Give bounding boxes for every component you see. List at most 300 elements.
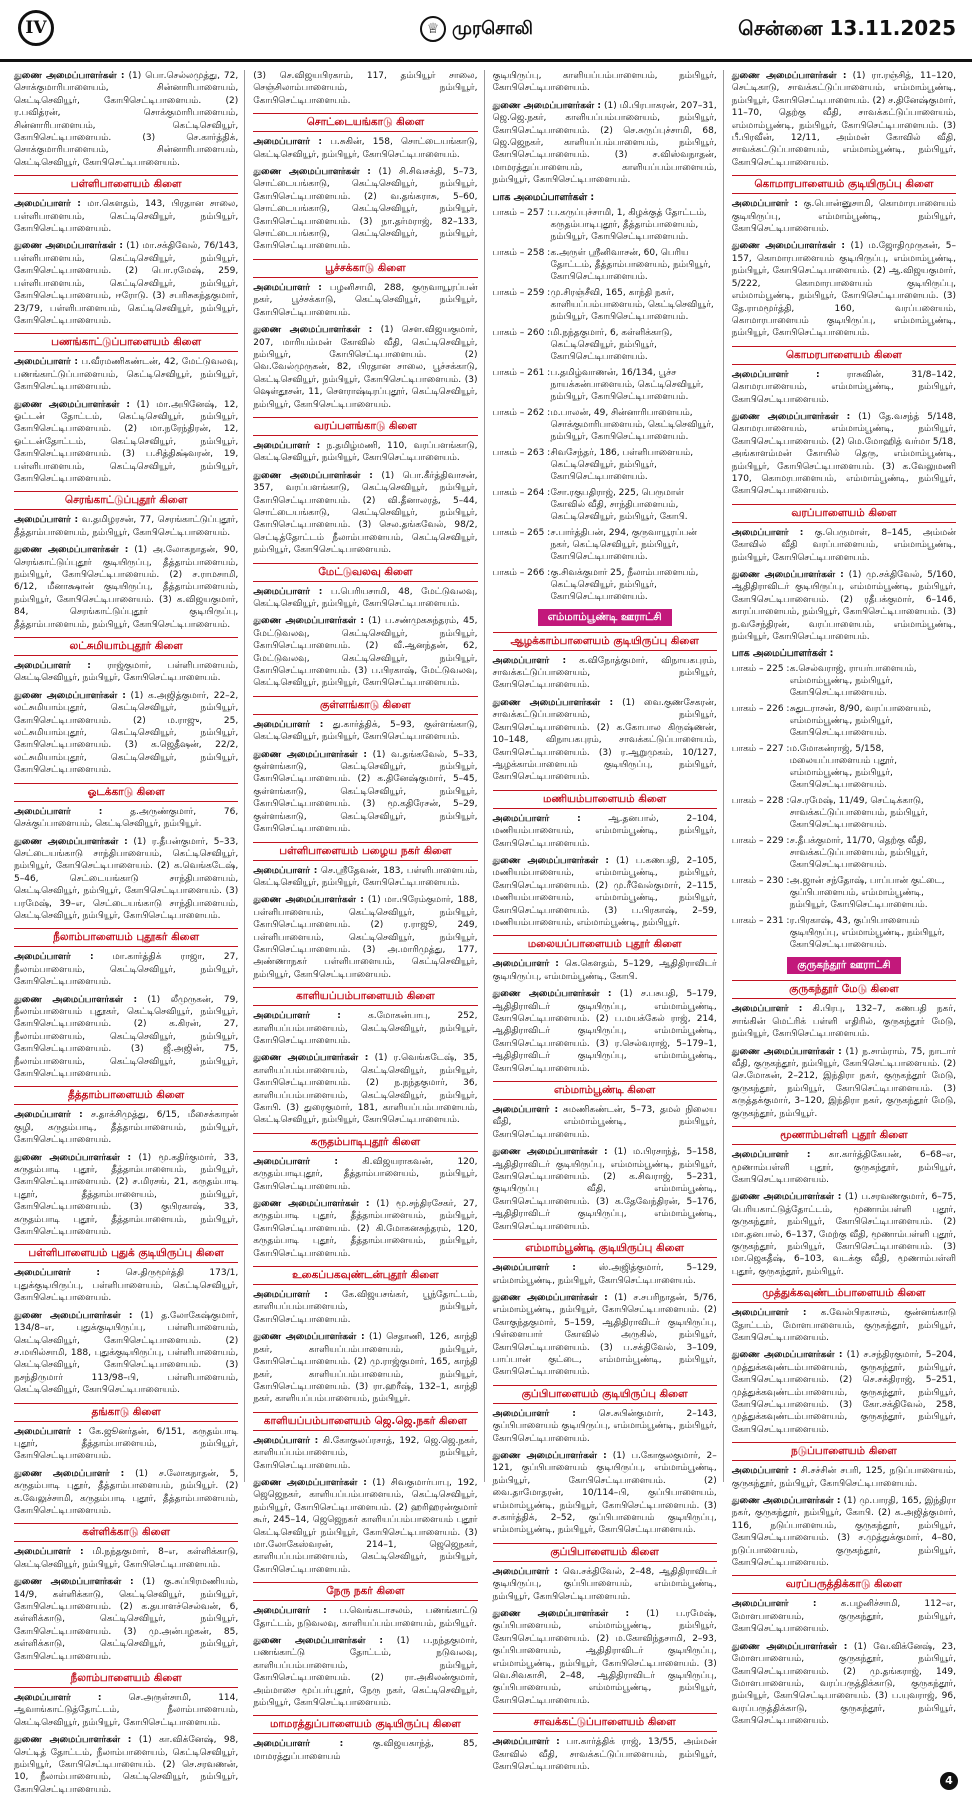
booth-row <box>493 327 717 363</box>
role-label: துணை அமைப்பாளர்கள் : <box>14 71 125 81</box>
branch-heading: மணியம்பாளையம் கிளை <box>493 790 717 809</box>
booth-number: பாகம் – 262 : <box>492 407 551 418</box>
rooster-logo-icon: ♕ <box>420 16 446 42</box>
branch-heading: வரப்பருத்திக்காடு கிளை <box>732 1575 956 1594</box>
office-bearer-entry <box>253 865 477 890</box>
branch-heading: வரப்பளங்காடு கிளை <box>253 417 477 436</box>
booth-organiser: சிவசேந்தர், 186, பள்ளிபாளையம், கெட்டிசெவியூர், நம்பியூர், கோபிசெட்டிபாளையம். <box>550 447 694 482</box>
member-details: கி.பிரபு, 132–7, கணபதி நகர், சாங்கின் மெட்ரிக் பள்ளி எதிரில், குருகந்தூர் மேடு, நம்பியூர், கோபிசெட்டிபாளையம். <box>731 1004 956 1040</box>
role-label: துணை அமைப்பாளர்கள் : <box>492 1147 608 1158</box>
booth-row <box>493 447 717 483</box>
member-details: (1) ம.பிரசாந்த், 5–158, ஆதிதிராவிடர் குடியிருப்பு, எம்மாம்பூண்டி, நம்பியூர், கோபிசெட்டிபாளையம். (2) க.சிவராஜ், 5–231, குடியிருப்பு வீதி, எம்மாம்பூண்டி, கோபிசெட்டிபாளையம். (3) க.தேவேந்திரன், 5–176, ஆதிதிராவிடர் குடியிருப்பு, எம்மாம்பூண்டி, கோபிசெட்டிபாளையம். <box>492 1147 717 1232</box>
office-bearer-entry <box>493 1292 717 1379</box>
office-bearer-entry <box>14 544 238 631</box>
member-details: கி.விஜயராகவன், 120, கருதம்பாடிபுதூர், தீத்தாம்பாளையம், நம்பியூர், கோபிசெட்டிபாளையம். <box>253 1156 478 1192</box>
branch-heading: பணங்காட்டுப்பாளையம் கிளை <box>14 333 238 352</box>
office-bearer-entry <box>493 1104 717 1141</box>
member-details: கி.கோகுலப்ரசாத், 192, ஜெ.ஜெ.நகர், காளியப்பம்பாளையம், நம்பியூர், கோபிசெட்டிபாளையம். <box>253 1435 478 1471</box>
page-columns <box>14 70 962 1795</box>
member-details: (1) வே.விக்னேஷ், 23, மோளபாளையம், குருகந்தூர், நம்பியூர், கோபிசெட்டிபாளையம். (2) மு.தங்கராஜ், 149, மோளபாளையம், வரப்பருத்திக்காடு, குருகந்தூர், நம்பியூர், கோபிசெட்டிபாளையம். (3) ப.யுவராஜ், 96, வரப்பருத்திக்காடு, குருகந்தூர், நம்பியூர், கோபிசெட்டிபாளையம். <box>731 1641 956 1727</box>
branch-heading: நடுப்பாளையம் கிளை <box>732 1442 956 1461</box>
role-label: அமைப்பாளர் : <box>253 1156 339 1167</box>
branch-heading: சாவக்கட்டுப்பாளையம் கிளை <box>493 1713 717 1732</box>
booth-number: பாகம் – 261 : <box>492 367 551 378</box>
member-details: (1) ர.வெங்கடேஷ், 35, காளியப்பம்பாளையம், கெட்டிசெவியூர், நம்பியூர், கோபிசெட்டிபாளையம். (2) ந.நந்தகுமார், 36, காளியப்பம்பாளையம், கெட்டிசெவியூர், நம்பியூர், கோபி. (3) துரைகுமார், 181, காளியப்பம்பாளையம், கெட்டிசெவியூர், நம்பியூர், கோபிசெட்டிபாளையம். <box>253 1053 478 1126</box>
role-label: துணை அமைப்பாளர்கள் : <box>14 836 128 847</box>
office-bearer-entry <box>493 1450 717 1537</box>
member-details: ந.தமிழ்மணி, 110, வரப்பளங்காடு, கெட்டிசெவியூர், நம்பியூர், கோபிசெட்டிபாளையம். <box>253 440 478 464</box>
member-details: (1) பொ.கீர்த்திவாசன், 357, வரப்பளங்காடு, கெட்டிசெவியூர், நம்பியூர், கோபிசெட்டிபாளையம். (2) வி.தீனாலரத், 5–44, சொட்டையங்காடு, கெட்டிசெவியூர், நம்பியூர், கோபிசெட்டிபாளையம். (3) செல.தங்கவேல், 98/2, செட்டித்தோட்டம் நீலாம்பாளையம், கெட்டிசெவியூர், நம்பியூர், கோபிசெட்டிபாளையம். <box>253 470 478 556</box>
member-details: ஆ.தனபால், 2–104, மணியம்பாளையம், எம்மாம்பூண்டி, நம்பியூர், கோபிசெட்டிபாளையம். <box>492 813 717 849</box>
column-1 <box>14 70 245 1795</box>
role-label: துணை அமைப்பாளர்கள் : <box>14 241 123 252</box>
branch-heading: குருகந்தூர் மேடு கிளை <box>732 980 956 999</box>
role-label: துணை அமைப்பாளர்கள் : <box>492 1609 630 1620</box>
member-details: ராஜ்குமார், பள்ளிபாளையம், கெட்டிசெவியூர், நம்பியூர், கோபிசெட்டிபாளையம். <box>14 661 239 684</box>
role-label: துணை அமைப்பாளர்கள் : <box>492 100 601 111</box>
booth-number: பாகம் – 259 : <box>492 287 551 298</box>
member-details: (1) செதாணி, 126, காந்தி நகர், காளியப்பம்பாளையம், நம்பியூர், கோபிசெட்டிபாளையம். (2) மு.ராஜ்குமார், 165, காந்தி நகர், காளியப்பம்பாளையம், நம்பியூர், கோபிசெட்டிபாளையம். (3) ரா.ஹரீஷ், 132–1, காந்தி நகர், காளியப்பம்பாளையம், நம்பியூர். <box>253 1332 478 1405</box>
member-details: (1) ச.சபரிநாதன், 5/76, எம்மாம்பூண்டி, நம்பியூர், கோபிசெட்டிபாளையம். (2) கோகுந்தகுமார், 5–159, ஆதிதிராவிடர் குடியிருப்பு, பிள்ளையார் கோவில் அருகில், நம்பியூர், கோபிசெட்டிபாளையம். (3) ப.சக்திவேல், 3–109, பாப்பான் குட்டை, எம்மாம்பூண்டி, நம்பியூர், கோபிசெட்டிபாளையம். <box>492 1292 717 1378</box>
booth-row <box>732 915 956 951</box>
office-bearer-entry <box>14 806 238 831</box>
branch-heading: எம்மாம்பூண்டி கிளை <box>493 1081 717 1100</box>
booth-row <box>732 875 956 911</box>
role-label: துணை அமைப்பாளர்கள் : <box>253 895 364 906</box>
office-bearer-entry <box>732 1046 956 1120</box>
member-details: மி.நந்தகுமார், 8–எ, கள்ளிக்காடு, கெட்டிசெவியூர், நம்பியூர், கோபிசெட்டிபாளையம். <box>14 1547 239 1570</box>
role-label: அமைப்பாளர் : <box>731 1004 803 1015</box>
office-bearer-entry <box>14 240 238 327</box>
office-bearer-entry <box>253 1010 477 1047</box>
booth-row <box>493 367 717 403</box>
office-bearer-entry <box>732 527 956 564</box>
office-bearer-entry <box>253 1477 477 1576</box>
office-bearer-entry <box>493 1408 717 1445</box>
member-details: கே.விஜயசங்கர், பூந்தோட்டம், காளியப்பம்பாளையம், நம்பியூர், கோபிசெட்டிபாளையம். <box>253 1290 478 1325</box>
role-label: அமைப்பாளர் : <box>731 199 798 210</box>
office-bearer-entry <box>493 855 717 929</box>
branch-heading: காளியப்பம்பாளையம் கிளை <box>253 987 477 1006</box>
role-label: அமைப்பாளர் : <box>14 1426 82 1437</box>
office-bearer-entry <box>493 1736 717 1773</box>
role-label: அமைப்பாளர் : <box>253 137 322 148</box>
newspaper-brand <box>420 14 533 44</box>
booth-organiser: ம.பாலன், 49, சின்னாரிபாளையம், சொக்குமாரிபாளையம், கெட்டிசெவியூர், நம்பியூர், கோபிசெட்டிபாளையம். <box>550 407 714 442</box>
role-label: அமைப்பாளர் : <box>14 661 91 672</box>
booth-row <box>732 663 956 699</box>
office-bearer-entry <box>14 836 238 923</box>
role-label: அமைப்பாளர் : <box>492 959 559 970</box>
office-bearer-entry <box>493 813 717 850</box>
member-details: (1) லீமுருகன், 79, நீலாம்பாளையம் புதூகர், கெட்டிசெவியூர், நம்பியூர், கோபிசெட்டிபாளையம். (2) க.கிரன், 27, நீலாம்பாளையம், கெட்டிசெவியூர், நம்பியூர், கோபிசெட்டிபாளையம். (3) ஜீ.அஜின், 75, நீலாம்பாளையம், கெட்டிசெவியூர், நம்பியூர், கோபிசெட்டிபாளையம். <box>14 994 239 1079</box>
role-label: துணை அமைப்பாளர்கள் : <box>253 1332 365 1343</box>
booth-organiser: ம.மோகன்ராஜ், 5/158, மலையப்பாளையம் புதூர், எம்மாம்பூண்டி, நம்பியூர், கோபிசெட்டிபாளையம். <box>789 744 897 791</box>
role-label: துணை அமைப்பாளர்கள் : <box>14 1735 132 1746</box>
office-bearer-entry <box>493 70 717 95</box>
office-bearer-entry <box>14 994 238 1081</box>
office-bearer-entry <box>732 1641 956 1728</box>
member-details: (1) வ.தங்கவேல், 5–33, குள்ளங்காடு, கெட்டிசெவியூர், நம்பியூர், கோபிசெட்டிபாளையம். (2) க.தினேஷ்குமார், 5–45, குள்ளங்காடு, கெட்டிசெவியூர், நம்பியூர், கோபிசெட்டிபாளையம். (3) மூ.கதிரேசன், 5–29, குள்ளங்காடு, கெட்டிசெவியூர், நம்பியூர், கோபிசெட்டிபாளையம். <box>253 749 478 835</box>
role-label: அமைப்பாளர் : <box>14 1693 102 1704</box>
role-label: அமைப்பாளர் : <box>14 1547 84 1558</box>
branch-heading: எம்மாம்பூண்டி குடியிருப்பு கிளை <box>493 1239 717 1258</box>
branch-heading: செரங்காட்டுப்புதூர் கிளை <box>14 491 238 510</box>
role-label: அமைப்பாளர் : <box>731 527 804 538</box>
member-details: மா.கௌதம், 143, பிரதான சாலை, பள்ளிபாளையம், கெட்டிசெவியூர், நம்பியூர், கோபிசெட்டிபாளையம். <box>14 199 239 235</box>
member-details: (1) சி.சிவசக்தி, 5–73, சொட்டையங்காடு, கெட்டிசெவியூர், நம்பியூர், கோபிசெட்டிபாளையம். (2) வ.தங்கராசு, 5–60, சொட்டையங்காடு, கெட்டிசெவியூர், நம்பியூர், கோபிசெட்டிபாளையம். (3) நா.தர்மராஜ், 82–133, சொட்டையங்காடு, கெட்டிசெவியூர், நம்பியூர், கோபிசெட்டிபாளையம். <box>253 167 478 252</box>
booth-organiser: ர.பிரகாஷ், 43, குப்பிபாளையம் குடியிருப்பு, எம்மாம்பூண்டி, நம்பியூர், கோபிசெட்டிபாளையம். <box>789 916 945 951</box>
office-bearer-entry <box>14 198 238 235</box>
column-4 <box>731 70 962 1727</box>
office-bearer-entry <box>253 440 477 465</box>
member-details: (1) பொ.செல்லமுத்து, 72, சொக்குமாரிபாளையம், சின்னாரிபாளையம், கெட்டிசெவியூர், கோபிசெட்டிபாளையம். (2) ர.பவித்ரன், சொக்குமாரிபாளையம், சின்னாரிபாளையம், கெட்டிசெவியூர், கோபிசெட்டிபாளையம். (3) செ.கார்த்திக், சொக்குமாரிபாளையம், சின்னாரிபாளையம், கெட்டிசெவியூர், கோபிசெட்டிபாளையம். <box>14 71 239 168</box>
booth-organiser: மு.சிரஞ்சீவி, 165, காந்தி நகர், காளியப்பம்பாளையம், கெட்டிசெவியூர், நம்பியூர், கோபிசெட்டிபாளையம். <box>550 287 714 322</box>
office-bearer-entry <box>493 1566 717 1603</box>
role-label: அமைப்பாளர் : <box>492 1263 576 1274</box>
member-details: ப.சுகின், 158, சொட்டையங்காடு, கெட்டிசெவியூர், நம்பியூர், கோபிசெட்டிபாளையம். <box>253 137 478 160</box>
panchayat-badge: எம்மாம்பூண்டி ஊராட்சி <box>538 609 672 626</box>
booth-number: பாகம் – 260 : <box>492 327 551 338</box>
office-bearer-entry <box>14 1152 238 1239</box>
role-label: துணை அமைப்பாளர்கள் : <box>731 71 847 81</box>
booth-organiser: செ.ரமேஷ், 11/49, செட்டிக்காடு, சாவக்கட்டுப்பாளையம், நம்பியூர், கோபிசெட்டிபாளையம். <box>789 796 928 831</box>
role-label: அமைப்பாளர் : <box>253 865 318 876</box>
member-details: ப.பெரியசாமி, 48, மேட்டுவலவு, கெட்டிசெவியூர், நம்பியூர், கோபிசெட்டிபாளையம். <box>253 586 478 609</box>
role-label: அமைப்பாளர் : <box>14 199 81 210</box>
booth-row <box>493 287 717 323</box>
role-label: துணை அமைப்பாளர்கள் : <box>14 1152 132 1163</box>
office-bearer-entry <box>732 70 956 169</box>
office-bearer-entry <box>14 1576 238 1663</box>
booth-number: பாகம் – 257 : <box>492 207 551 218</box>
page-number-badge: IV <box>18 10 54 46</box>
member-details: பழனிசாமி, 288, குருவாயூரப்பன் நகர், பூச்சக்காடு, கெட்டிசெவியூர், நம்பியூர், கோபிசெட்டிபாளையம். <box>253 282 478 318</box>
office-bearer-entry <box>732 369 956 406</box>
booth-number: பாகம் – 258 : <box>492 247 551 258</box>
member-details: குடியிருப்பு, காளியப்பம்பாளையம், நம்பியூர், கோபிசெட்டிபாளையம். <box>492 71 717 94</box>
role-label: துணை அமைப்பாளர்கள் : <box>731 1046 842 1057</box>
office-bearer-entry <box>253 324 477 411</box>
role-label: அமைப்பாளர் : <box>253 1435 319 1446</box>
office-bearer-entry <box>253 586 477 611</box>
role-label: துணை அமைப்பாளர்கள் : <box>731 570 844 580</box>
role-label: துணை அமைப்பாளர்கள் : <box>253 749 367 760</box>
role-label: அமைப்பாளர் : <box>731 1466 797 1477</box>
office-bearer-entry <box>14 660 238 685</box>
member-details: (1) மு.சக்திவேல், 5/160, ஆதிதிராவிடர் குடியிருப்பு, எம்மாம்பூண்டி, நம்பியூர், கோபிசெட்டிபாளையம். (2) ரதீபக்குமார், 6–146, காரப்பாளையம், நம்பியூர், கோபிசெட்டிபாளையம். (3) ந.வசேந்திரன், வரப்பாளையம், எம்மாம்பூண்டி, நம்பியூர், கோபிசெட்டிபாளையம். <box>731 570 956 643</box>
member-details: த.அருண்குமார், 76, செக்குப்பாளையம், கெட்டிசெவியூர், நம்பியூர். <box>14 806 239 830</box>
role-label: அமைப்பாளர் : <box>14 515 79 526</box>
member-details: (1) ரா.ரஞ்சித், 11–120, செட்டிகாடு, சாவக்கட்டுப்பாளையம், எம்மாம்பூண்டி, நம்பியூர், கோபிசெட்டிபாளையம். (2) ச.தினேஷ்குமார், 11–70, தெற்கு வீதி, சாவக்கட்டுப்பாளையம், எம்மாம்பூண்டி, நம்பியூர், கோபிசெட்டிபாளையம். (3) பீ.பிரவீன், 12/11, அம்மன் கோவில் வீதி, சாவக்கட்டுப்பாளையம், எம்மாம்பூண்டி, நம்பியூர், கோபிசெட்டிபாளையம். <box>731 71 956 168</box>
booth-organiser: கு.சிவக்குமார் 25, நீலாம்பாளையம், கெட்டிசெவியூர், நம்பியூர், கோபிசெட்டிபாளையம். <box>550 567 699 602</box>
member-details: செ.அருள்சாமி, 114, ஆவாங்காட்டுத்தோட்டம், நீலாம்பாளையம், கெட்டிசெவியூர், நம்பியூர், கோபிசெட்டிபாளையம். <box>14 1693 239 1728</box>
booth-organisers-heading: பாக அமைப்பாளர்கள் : <box>731 648 834 660</box>
member-details: க.பழனிச்சாமி, 112–எ, மோளபாளையம், குருகந்தூர், நம்பியூர், கோபிசெட்டிபாளையம். <box>731 1599 956 1635</box>
booth-organiser: மி.நந்தகுமார், 6, கள்ளிக்காடு, கெட்டிசெவியூர், நம்பியூர், கோபிசெட்டிபாளையம். <box>550 327 673 362</box>
role-label: அமைப்பாளர் : <box>731 369 820 380</box>
branch-heading: குப்பிபாளையம் கிளை <box>493 1543 717 1562</box>
branch-heading: நீலாம்பாளையம் கிளை <box>14 1669 238 1688</box>
booth-organiser: ப.தமிழ்வாணன், 16/134, பூச்ச நாயக்கன்பாளையம், கெட்டிசெவியூர், நம்பியூர், கோபிசெட்டிபாளையம். <box>550 367 704 402</box>
role-label: அமைப்பாளர் : <box>731 1599 817 1610</box>
booth-number: பாகம் – 231 : <box>731 916 790 927</box>
booth-number: பாகம் – 264 : <box>492 487 551 498</box>
office-bearer-entry <box>14 1109 238 1146</box>
member-details: (1) த.லோகேஷ்குமார், 134/8–எ, புதுக்குடியிருப்பு, பள்ளிபாளையம், கெட்டிசெவியூர், கோபிசெட்டிபாளையம். (2) ச.மயில்சாமி, 188, புதுக்குடியிருப்பு, பள்ளிபாளையம், கெட்டிசெவியூர், கோபிசெட்டிபாளையம். (3) நசந்திருமார் 113/98–பி, பள்ளிபாளையம், கெட்டிசெவியூர், கோபிசெட்டிபாளையம். <box>14 1310 239 1396</box>
branch-heading: கொமாரபாளையம் குடியிருப்பு கிளை <box>732 175 956 194</box>
role-label: அமைப்பாளர் : <box>14 1268 101 1279</box>
office-bearer-entry <box>253 136 477 161</box>
office-bearer-entry <box>253 1156 477 1193</box>
role-label: துணை அமைப்பாளர்கள் : <box>492 1450 607 1461</box>
office-bearer-entry <box>253 749 477 836</box>
office-bearer-entry <box>253 894 477 981</box>
booth-number: பாகம் – 225 : <box>731 664 790 675</box>
office-bearer-entry <box>14 1267 238 1304</box>
member-details: மா.கார்த்திக் ராஜா, 27, நீலாம்பாளையம், கெட்டிசெவியூர், நம்பியூர், கோபிசெட்டிபாளையம். <box>14 952 239 988</box>
booth-number: பாகம் – 266 : <box>492 567 551 578</box>
office-bearer-entry <box>732 1149 956 1186</box>
member-details: து.கார்த்திக், 5–93, குள்ளங்காடு, கெட்டிசெவியூர், நம்பியூர், கோபிசெட்டிபாளையம். <box>253 719 478 743</box>
office-bearer-entry <box>493 655 717 692</box>
member-details: (1) மூ.சந்திரசேகர், 27, கருதம்பாடி புதூர், தீத்தாம்பாளையம், நம்பியூர், கோபிசெட்டிபாளையம். (2) கி.மோகனசுந்தரம், 120, கருதம்பாடி புதூர், தீத்தாம்பாளையம், நம்பியூர், கோபிசெட்டிபாளையம். <box>253 1199 478 1259</box>
booth-organisers-heading: பாக அமைப்பாளர்கள் : <box>492 191 595 203</box>
booth-row <box>732 835 956 871</box>
member-details: கு.பெருமாள், 8–145, அம்மன் கோவில் வீதி வரப்பாளையம், எம்மாம்பூண்டி, நம்பியூர், கோபிசெட்டிபாளையம். <box>731 527 956 563</box>
branch-heading: மூணாம்பள்ளி புதூர் கிளை <box>732 1126 956 1145</box>
member-details: (1) அ.லோகநாதன், 90, செரங்காட்டுப்புதூர் குடியிருப்பு, தீத்தாம்பாளையம், நம்பியூர், கோபிசெட்டிபாளையம். (2) ச.ராமசாமி, 6/12, மீனாக்ஷான் குடியிருப்பு, தீத்தாம்பாளையம், நம்பியூர், கோபிசெட்டிபாளையம். (3) க.விஜயகுமார், 84, செரங்காட்டுப்புதூர் குடியிருப்பு, தீத்தாம்பாளையம், நம்பியூர், கோபிசெட்டிபாளையம். <box>14 545 239 630</box>
booth-row <box>493 487 717 523</box>
booth-row <box>732 703 956 739</box>
role-label: துணை அமைப்பாளர்கள் : <box>492 1292 608 1303</box>
booth-row <box>493 247 717 283</box>
member-details: க.மோகன்பாபு, 252, காளியப்பம்பாளையம், கெட்டிசெவியூர், நம்பியூர், கோபிசெட்டிபாளையம். <box>253 1011 478 1046</box>
booth-row <box>493 207 717 243</box>
column-2 <box>253 70 484 1762</box>
role-label: அமைப்பாளர் : <box>253 586 323 597</box>
booth-organiser: ப.கருப்புச்சாமி, 1, கிழக்குத் தோட்டம், கருதம்பாடிபுதூர், தீத்தாம்பாளையம், நம்பியூர், கோபிசெட்டிபாளையம். <box>550 207 707 242</box>
booth-number: பாகம் – 263 : <box>492 447 551 458</box>
booth-organiser: ச.தீபக்குமார், 11/70, தெற்கு வீதி, சாவக்கட்டுப்பாளையம், நம்பியூர், கோபிசெட்டிபாளையம். <box>789 836 928 871</box>
role-label: துணை அமைப்பாளர்கள் : <box>253 167 371 178</box>
booth-organiser: க.செல்வராஜ், ராயர்பாளையம், எம்மாம்பூண்டி, நம்பியூர், கோபிசெட்டிபாளையம். <box>789 664 917 699</box>
branch-heading: பள்ளிபாளையம் கிளை <box>14 175 238 194</box>
role-label: துணை அமைப்பாளர்கள் : <box>492 989 612 1000</box>
branch-heading: குள்ளங்காடு கிளை <box>253 696 477 715</box>
booth-number: பாகம் – 229 : <box>731 836 790 847</box>
office-bearer-entry <box>732 1003 956 1040</box>
office-bearer-entry <box>732 1598 956 1635</box>
office-bearer-entry <box>493 100 717 187</box>
office-bearer-entry <box>14 356 238 393</box>
role-label: அமைப்பாளர் : <box>731 1150 811 1161</box>
role-label: அமைப்பாளர் : <box>731 1308 807 1319</box>
role-label: துணை அமைப்பாளர்கள் : <box>253 470 373 481</box>
role-label: துணை அமைப்பாளர் : <box>14 1468 125 1479</box>
office-bearer-entry <box>14 514 238 539</box>
booth-row <box>493 567 717 603</box>
office-bearer-entry <box>14 1468 238 1518</box>
member-details: கே.ஜூனர்தன், 6/151, கருதம்பாடி புதூர், தீத்தாம்பாளையம், நம்பியூர், கோபிசெட்டிபாளையம். <box>14 1426 239 1462</box>
branch-heading: தீத்தாம்பாளையம் கிளை <box>14 1086 238 1105</box>
branch-heading: உகைப்பகவுண்டன்புதூர் கிளை <box>253 1266 477 1285</box>
member-details: (1) மா.சக்திவேல், 76/143, பள்ளிபாளையம், கெட்டிசெவியூர், நம்பியூர், கோபிசெட்டிபாளையம். (2) பொ.ரமேஷ், 259, பள்ளிபாளையம், கெட்டிசெவியூர், நம்பியூர், கோபிசெட்டிபாளையம், ஈரோடு. (3) சபரிசுகந்தகுமார், 23/79, பள்ளிபாளையம், கெட்டிசெவியூர், நம்பியூர், கோபிசெட்டிபாளையம். <box>14 241 239 326</box>
booth-row <box>732 795 956 831</box>
member-details: க.விநோத்குமார், விநாயகபுரம், சாவக்கட்டுப்பாளையம், நம்பியூர், கோபிசெட்டிபாளையம். <box>492 655 717 691</box>
member-details: (1) க.அஜித்குமார், 22–2, லட்சுமியாம்புதூர், கெட்டிசெவியூர், நம்பியூர், கோபிசெட்டிபாளையம். (2) ம.ராஜு, 25, லட்சுமியாம்புதூர், கெட்டிசெவியூர், நம்பியூர், கோபிசெட்டிபாளையம். (3) க.ஜெதீஷன், 22/2, லட்சுமியாம்புதூர், கெட்டிசெவியூர், நம்பியூர், கோபிசெட்டிபாளையம். <box>14 690 239 776</box>
branch-heading: நேரு நகர் கிளை <box>253 1582 477 1601</box>
member-details: (3) செ.விஜயபிரகாம், 117, தம்பியூர் சாலை, செஞ்சிலாம்பாளையம், நம்பியூர், கோபிசெட்டிபாளையம். <box>253 71 478 106</box>
office-bearer-entry <box>493 697 717 784</box>
office-bearer-entry <box>732 1191 956 1278</box>
branch-heading: மாமரத்துப்பாளையம் குடியிருப்பு கிளை <box>253 1715 477 1734</box>
role-label: அமைப்பாளர் : <box>14 806 103 817</box>
office-bearer-entry <box>14 399 238 486</box>
office-bearer-entry <box>732 569 956 643</box>
member-details: (1) ப.கணபதி, 2–105, மணியம்பாளையம், எம்மாம்பூண்டி, நம்பியூர், கோபிசெட்டிபாளையம். (2) மு.ரீவேல்குமார், 2–115, மணியம்பாளையம், எம்மாம்பூண்டி, நம்பியூர், கோபிசெட்டிபாளையம். (3) ப.பிரகாஷ், 2–59, மணியம்பாளையம், எம்மாம்பூண்டி, நம்பியூர். <box>492 855 717 928</box>
role-label: அமைப்பாளர் : <box>492 1737 560 1748</box>
office-bearer-entry <box>253 1198 477 1260</box>
role-label: அமைப்பாளர் : <box>253 282 322 293</box>
member-details: சி.சச்சின் சபரி, 125, நடுப்பாளையம், குருகந்தூர், நம்பியூர், கோபிசெட்டிபாளையம். <box>731 1466 956 1489</box>
city-name: சென்னை <box>738 16 823 40</box>
role-label: துணை அமைப்பாளர்கள் : <box>253 1053 369 1064</box>
branch-heading: லட்சுமியாம்புதூர் கிளை <box>14 637 238 656</box>
member-details: செ.ஸ்ரீதேவன், 183, பள்ளிபாளையம், கெட்டிசெவியூர், நம்பியூர், கோபிசெட்டிபாளையம். <box>253 865 478 888</box>
office-bearer-entry <box>253 719 477 744</box>
panchayat-badge: குருகந்தூர் ஊராட்சி <box>787 957 900 974</box>
member-details: (1) மி.பிரபாகரன், 207–31, ஜெ.ஜெ.நகர், காளியப்பம்பாளையம், நம்பியூர், கோபிசெட்டிபாளையம். (2) செ.சுருப்புச்சாமி, 68, ஜெ.ஜெநகர், காளியப்பம்பாளையம், நம்பியூர், கோபிசெட்டிபாளையம். (3) ச.விஸ்வநாதன், மாமரத்துப்பாளையம், காளியப்பம்பாளையம், நம்பியூர், கோபிசெட்டிபாளையம். <box>492 100 717 186</box>
branch-heading: கொமரபாளையம் கிளை <box>732 346 956 365</box>
role-label: துணை அமைப்பாளர்கள் : <box>253 1199 370 1210</box>
office-bearer-entry <box>732 1495 956 1569</box>
office-bearer-entry <box>14 1546 238 1571</box>
member-details: பா.கார்த்திக் ராஜ், 13/55, அம்மன் கோவில் வீதி, சாவக்கட்டுப்பாளையம், நம்பியூர், கோபிசெட்டிபாளையம். <box>492 1737 717 1773</box>
office-bearer-entry <box>253 1605 477 1630</box>
role-label: அமைப்பாளர் : <box>14 1110 83 1121</box>
role-label: துணை அமைப்பாளர்கள் : <box>14 1310 133 1321</box>
office-bearer-entry <box>253 282 477 319</box>
office-bearer-entry <box>14 1692 238 1729</box>
booth-number: பாகம் – 227 : <box>731 744 790 755</box>
branch-heading: பள்ளிபாளையம் பழைய நகர் கிளை <box>253 842 477 861</box>
office-bearer-entry <box>14 690 238 777</box>
booth-number: பாகம் – 228 : <box>731 796 790 807</box>
masthead <box>0 0 972 62</box>
branch-heading: தங்காடு கிளை <box>14 1403 238 1422</box>
branch-heading: பள்ளிபாளையம் புதுக் குடியிருப்பு கிளை <box>14 1244 238 1263</box>
office-bearer-entry <box>253 1331 477 1405</box>
member-details: கா.கார்த்திகேயன், 6–68–எ, மூணாம்பள்ளி புதூர், குருகந்தூர், நம்பியூர், கோபிசெட்டிபாளையம். <box>731 1150 956 1185</box>
member-details: ப.வெங்கடாசலம், பணங்காட்டு தோட்டம், நடுவலவு, காளியப்பம்பாளையம், நம்பியூர். <box>253 1606 478 1629</box>
office-bearer-entry <box>732 1349 956 1436</box>
member-details: சுமணிகண்டன், 5–73, தமல் நிலைய வீதி, எம்மாம்பூண்டி, நம்பியூர், கோபிசெட்டிபாளையம். <box>492 1105 717 1140</box>
branch-heading: சொட்டையங்காடு கிளை <box>253 113 477 132</box>
member-details: வெ.சக்திவேல், 2–48, ஆதிதிராவிடர் குடியிருப்பு, குப்பிபாளையம், எம்மாம்பூண்டி, நம்பியூர், கோபிசெட்டிபாளையம். <box>492 1566 717 1602</box>
office-bearer-entry <box>493 988 717 1075</box>
role-label: அமைப்பாளர் : <box>253 1739 344 1750</box>
member-details: (1) ப.கோகுலகுமார், 2–121, குப்பிபாளையம் குடியிருப்பு, எம்மாம்பூண்டி, நம்பியூர், கோபிசெட்டிபாளையம். (2) வை.தாமோதரன், 10/114–பி, குப்பிபாளையம், எம்மாம்பூண்டி, நம்பியூர், கோபிசெட்டிபாளையம். (3) ச.கார்த்திக், 2–52, குப்பிபாளையம் குடியிருப்பு, எம்மாம்பூண்டி, நம்பியூர், கோபிசெட்டிபாளையம். <box>492 1450 717 1536</box>
booth-organiser: ச.பார்த்திபன், 294, குருவாயூரப்பன் நகர், கெட்டிசெவியூர், நம்பியூர், கோபிசெட்டிபாளையம். <box>550 527 698 562</box>
column-3 <box>492 70 724 1773</box>
member-details: (1) ர.தீபன்குமார், 5–33, செட்டையங்காடு சாந்திபாளையம், கெட்டிசெவியூர், நம்பியூர், கோபிசெட்டிபாளையம். (2) க.வெங்கடேஷ், 5–46, செட்டையங்காடு சாந்திபாளையம், கெட்டிசெவியூர், நம்பியூர், கோபிசெட்டிபாளையம். (3) பரமேஷ், 39–எ, செட்டையங்காடு சாந்திபாளையம், கெட்டிசெவியூர், நம்பியூர், கோபிசெட்டிபாளையம். <box>14 836 239 921</box>
member-details: (1) ப.ரமேஷ், குப்பிபாளையம், எம்மாம்பூண்டி, நம்பியூர், கோபிசெட்டிபாளையம். (2) ம.கோவிந்தசாமி, 2–93, குப்பிபாளையம், ஆதிதிராவிடர் குடியிருப்பு, எம்மாம்பூண்டி, நம்பியூர், கோபிசெட்டிபாளையம். (3) வெ.சிவகாசி, 2–48, ஆதிதிராவிடர் குடியிருப்பு, குப்பிபாளையம், எம்மாம்பூண்டி, நம்பியூர், கோபிசெட்டிபாளையம். <box>492 1609 717 1706</box>
role-label: துணை அமைப்பாளர்கள் : <box>253 616 364 627</box>
member-details: (1) ப.சரவணகுமார், 6–75, பெரியகாட்டுத்தோட்டம், மூணாம்பள்ளி புதூர், குருகந்தூர், நம்பியூர், கோபிசெட்டிபாளையம். (2) மா.தனபால், 6–137, மேற்கு வீதி, மூணாம்பள்ளி புதூர், குருகந்தூர், நம்பியூர், கோபிசெட்டிபாளையம். (3) மா.ஜெகதீஷ், 6–103, வடக்கு வீதி, மூணாம்பள்ளி புதூர், குருகந்தூர், நம்பியூர். <box>731 1192 957 1277</box>
member-details: (1) மு.பாரதி, 165, இந்திரா நகர், குருகந்தூர், நம்பியூர், கோபி. (2) க.அஜித்குமார், 116, நடுப்பாளையம், குருகந்தூர், நம்பியூர், கோபிசெட்டிபாளையம். (3) ச.முத்துக்குமார், 4–80, நடுப்பாளையம், குருகந்தூர், நம்பியூர், கோபிசெட்டிபாளையம். <box>731 1496 956 1569</box>
role-label: துணை அமைப்பாளர்கள் : <box>253 1636 384 1646</box>
office-bearer-entry <box>253 1635 477 1709</box>
member-details: (1) கா.விக்னேஷ், 98, செட்டித் தோட்டம், நீலாம்பாளையம், கெட்டிசெவியூர், நம்பியூர், கோபிசெட்டிபாளையம். (2) செ.சரவணன், 10, நீலாம்பாளையம், கெட்டிசெவியூர், நம்பியூர், கோபிசெட்டிபாளையம். <box>14 1735 239 1795</box>
role-label: அமைப்பாளர் : <box>253 1011 341 1022</box>
office-bearer-entry <box>253 615 477 689</box>
branch-heading: மலையப்பாளையம் புதூர் கிளை <box>493 935 717 954</box>
branch-heading: கருதம்பாடிபுதூர் கிளை <box>253 1133 477 1152</box>
role-label: அமைப்பாளர் : <box>492 813 581 824</box>
booth-number: பாகம் – 265 : <box>492 527 551 538</box>
role-label: துணை அமைப்பாளர்கள் : <box>731 241 846 252</box>
booth-organiser: சோ.ரகுபதிராஜ், 225, பெருமாள் கோவில் வீதி, சாந்திபாளையம், கெட்டிசெவியூர், நம்பியூர், கோபி. <box>550 487 688 522</box>
office-bearer-entry <box>253 1435 477 1472</box>
role-label: துணை அமைப்பாளர்கள் : <box>492 855 609 866</box>
office-bearer-entry <box>493 1146 717 1233</box>
issue-date: 13.11.2025 <box>829 16 956 40</box>
office-bearer-entry <box>732 240 956 339</box>
branch-heading: நீலாம்பாளையம் புதூகர் கிளை <box>14 928 238 947</box>
newspaper-name: முரசொலி <box>452 17 533 39</box>
branch-heading: கள்ளிக்காடு கிளை <box>14 1523 238 1542</box>
member-details: (1) செள.விஜயகுமார், 207, மாரியம்மன் கோவில் வீதி, கெட்டிசெவியூர், நம்பியூர், கோபிசெட்டிபாளையம். (2) வெ.வேல்முருகன், 82, பிரதான சாலை, பூச்சக்காடு, கெட்டிசெவியூர், நம்பியூர், கோபிசெட்டிபாளையம். (3) ஷெள்தூசன், 11, சௌராஷ்டிரப்புதூர், கெட்டிசெவியூர், நம்பியூர், கோபிசெட்டிபாளையம். <box>253 325 478 410</box>
booth-organiser: சுதுடராசன், 8/90, வரப்பாளையம், எம்மாம்பூண்டி, நம்பியூர், கோபிசெட்டிபாளையம். <box>789 704 932 739</box>
branch-heading: ஆழக்காம்பாளையம் குடியிருப்பு கிளை <box>493 632 717 651</box>
branch-heading: மேட்டுவலவு கிளை <box>253 563 477 582</box>
role-label: அமைப்பாளர் : <box>492 1105 559 1116</box>
booth-organiser: அ.ஜான் சந்தோஷ், பாப்பான் குட்டை, குப்பிபாளையம், எம்மாம்பூண்டி, நம்பியூர், கோபிசெட்டிபாளையம். <box>789 876 945 911</box>
role-label: துணை அமைப்பாளர்கள் : <box>14 1577 134 1588</box>
role-label: அமைப்பாளர் : <box>253 1290 328 1301</box>
role-label: துணை அமைப்பாளர்கள் : <box>14 545 129 556</box>
role-label: துணை அமைப்பாளர்கள் : <box>731 1641 848 1652</box>
member-details: (1) தே.வசந்த் 5/148, கொமரபாளையம், எம்மாம்பூண்டி, நம்பியூர், கோபிசெட்டிபாளையம். (2) மெ.மோஹித் வர்மா 5/18, அங்காளம்மன் கோயில் தெரு, எம்மாம்பூண்டி, நம்பியூர், கோபிசெட்டிபாளையம். (3) க.வேலுமணி 170, கொமரபாளையம், எம்மாம்பூண்டி, நம்பியூர், கோபிசெட்டிபாளையம். <box>731 411 956 497</box>
member-details: கு.பொன்னுசாமி, கொமாரபாளையம் குடியிருப்பு, எம்மாம்பூண்டி, நம்பியூர், கோபிசெட்டிபாளையம். <box>731 199 956 235</box>
office-bearer-entry <box>253 166 477 253</box>
member-details: (1) ம.ஜோதிமுருகன், 5–157, கொமாரபாளையம் குடியிருப்பு, எம்மாம்பூண்டி, நம்பியூர், கோபிசெட்டிபாளையம். (2) ஆ.விஜயகுமார், 5/222, கொமாரபாளையம் குடியிருப்பு, எம்மாம்பூண்டி, நம்பியூர், கோபிசெட்டிபாளையம். (3) தே.ராமமூர்த்தி, 160, வரப்பளையம், கொமாரபாளையம் குடியிருப்பு, எம்மாம்பூண்டி, நம்பியூர், கோபிசெட்டிபாளையம். <box>731 241 956 339</box>
member-details: (1) ச.சந்திரகுமார், 5–204, முத்துக்கவுண்டம்பாளையம், குருகந்தூர், நம்பியூர், கோபிசெட்டிபாளையம். (2) செ.சக்திராஜ், 5–251, முத்துக்கவுண்டம்பாளையம், குருகந்தூர், நம்பியூர், கோபிசெட்டிபாளையம். (3) கோ.சக்திவேல், 258, முத்துக்கவுண்டம்பாளையம், குருகந்தூர், நம்பியூர், கோபிசெட்டிபாளையம். <box>731 1350 956 1435</box>
dateline <box>738 16 956 43</box>
role-label: துணை அமைப்பாளர்கள் : <box>731 411 851 422</box>
member-details: கெ.கௌதம், 5–129, ஆதிதிராவிடர் குடியிருப்பு, எம்மாம்பூண்டி, கோபி. <box>492 959 717 982</box>
office-bearer-entry <box>493 1262 717 1287</box>
branch-heading: பூச்சக்காடு கிளை <box>253 259 477 278</box>
role-label: அமைப்பாளர் : <box>492 655 567 666</box>
office-bearer-entry <box>14 1734 238 1796</box>
office-bearer-entry <box>14 70 238 169</box>
role-label: அமைப்பாளர் : <box>253 1606 327 1617</box>
branch-heading: ஓடக்காடு கிளை <box>14 783 238 802</box>
role-label: அமைப்பாளர் : <box>492 1408 576 1419</box>
office-bearer-entry <box>253 1052 477 1126</box>
member-details: (1) மா.அபினேஷ், 12, ஓட்டன் தோட்டம், கெட்டிசெவியூர், நம்பியூர், கோபிசெட்டிபாளையம். (2) மா.நரேந்திரன், 12, ஓட்டன்தோட்டம், கெட்டிசெவியூர், நம்பியூர், கோபிசெட்டிபாளையம். (3) ப.சித்திக்ஷ்வரன், 19, பள்ளிபாளையம், கெட்டிசெவியூர், நம்பியூர், கோபிசெட்டிபாளையம். <box>14 399 239 484</box>
branch-heading: குப்பிபாளையம் குடியிருப்பு கிளை <box>493 1385 717 1404</box>
member-details: ச.தாக்சிமுத்து, 6/15, மீசைக்காரன் குழி, கருதம்பாடி, தீத்தாம்பாளையம், நம்பியூர், கோபிசெட்டிபாளையம். <box>14 1110 239 1146</box>
role-label: துணை அமைப்பாளர்கள் : <box>14 690 126 701</box>
member-details: (1) ச.பசுபதி, 5–179, ஆதிதிராவிடர் குடியிருப்பு, எம்மாம்பூண்டி, கோபிசெட்டிபாளையம். (2) ப.மயக்கேல் ராஜ், 214, ஆதிதிராவிடர் குடியிருப்பு, எம்மாம்பூண்டி, கோபிசெட்டிபாளையம். (3) ர.செல்வராஜ், 5–179–1, ஆதிதிராவிடர் குடியிருப்பு, எம்மாம்பூண்டி, கோபிசெட்டிபாளையம். <box>492 989 717 1074</box>
member-details: (1) ச.லோகநாதன், 5, கருதம்பாடி புதூர், தீத்தாம்பாளையம், நம்பியூர். (2) க.வேலுச்சாமி, கருதம்பாடி புதூர், தீத்தாம்பாளையம், கோபிசெட்டிபாளையம். <box>14 1468 239 1516</box>
member-details: கு.விஜயகாந்த், 85, மாமரத்துப்பாளையம் <box>253 1739 478 1762</box>
office-bearer-entry <box>732 1465 956 1490</box>
branch-heading: முத்துக்கவுண்டம்பாளையம் கிளை <box>732 1284 956 1303</box>
